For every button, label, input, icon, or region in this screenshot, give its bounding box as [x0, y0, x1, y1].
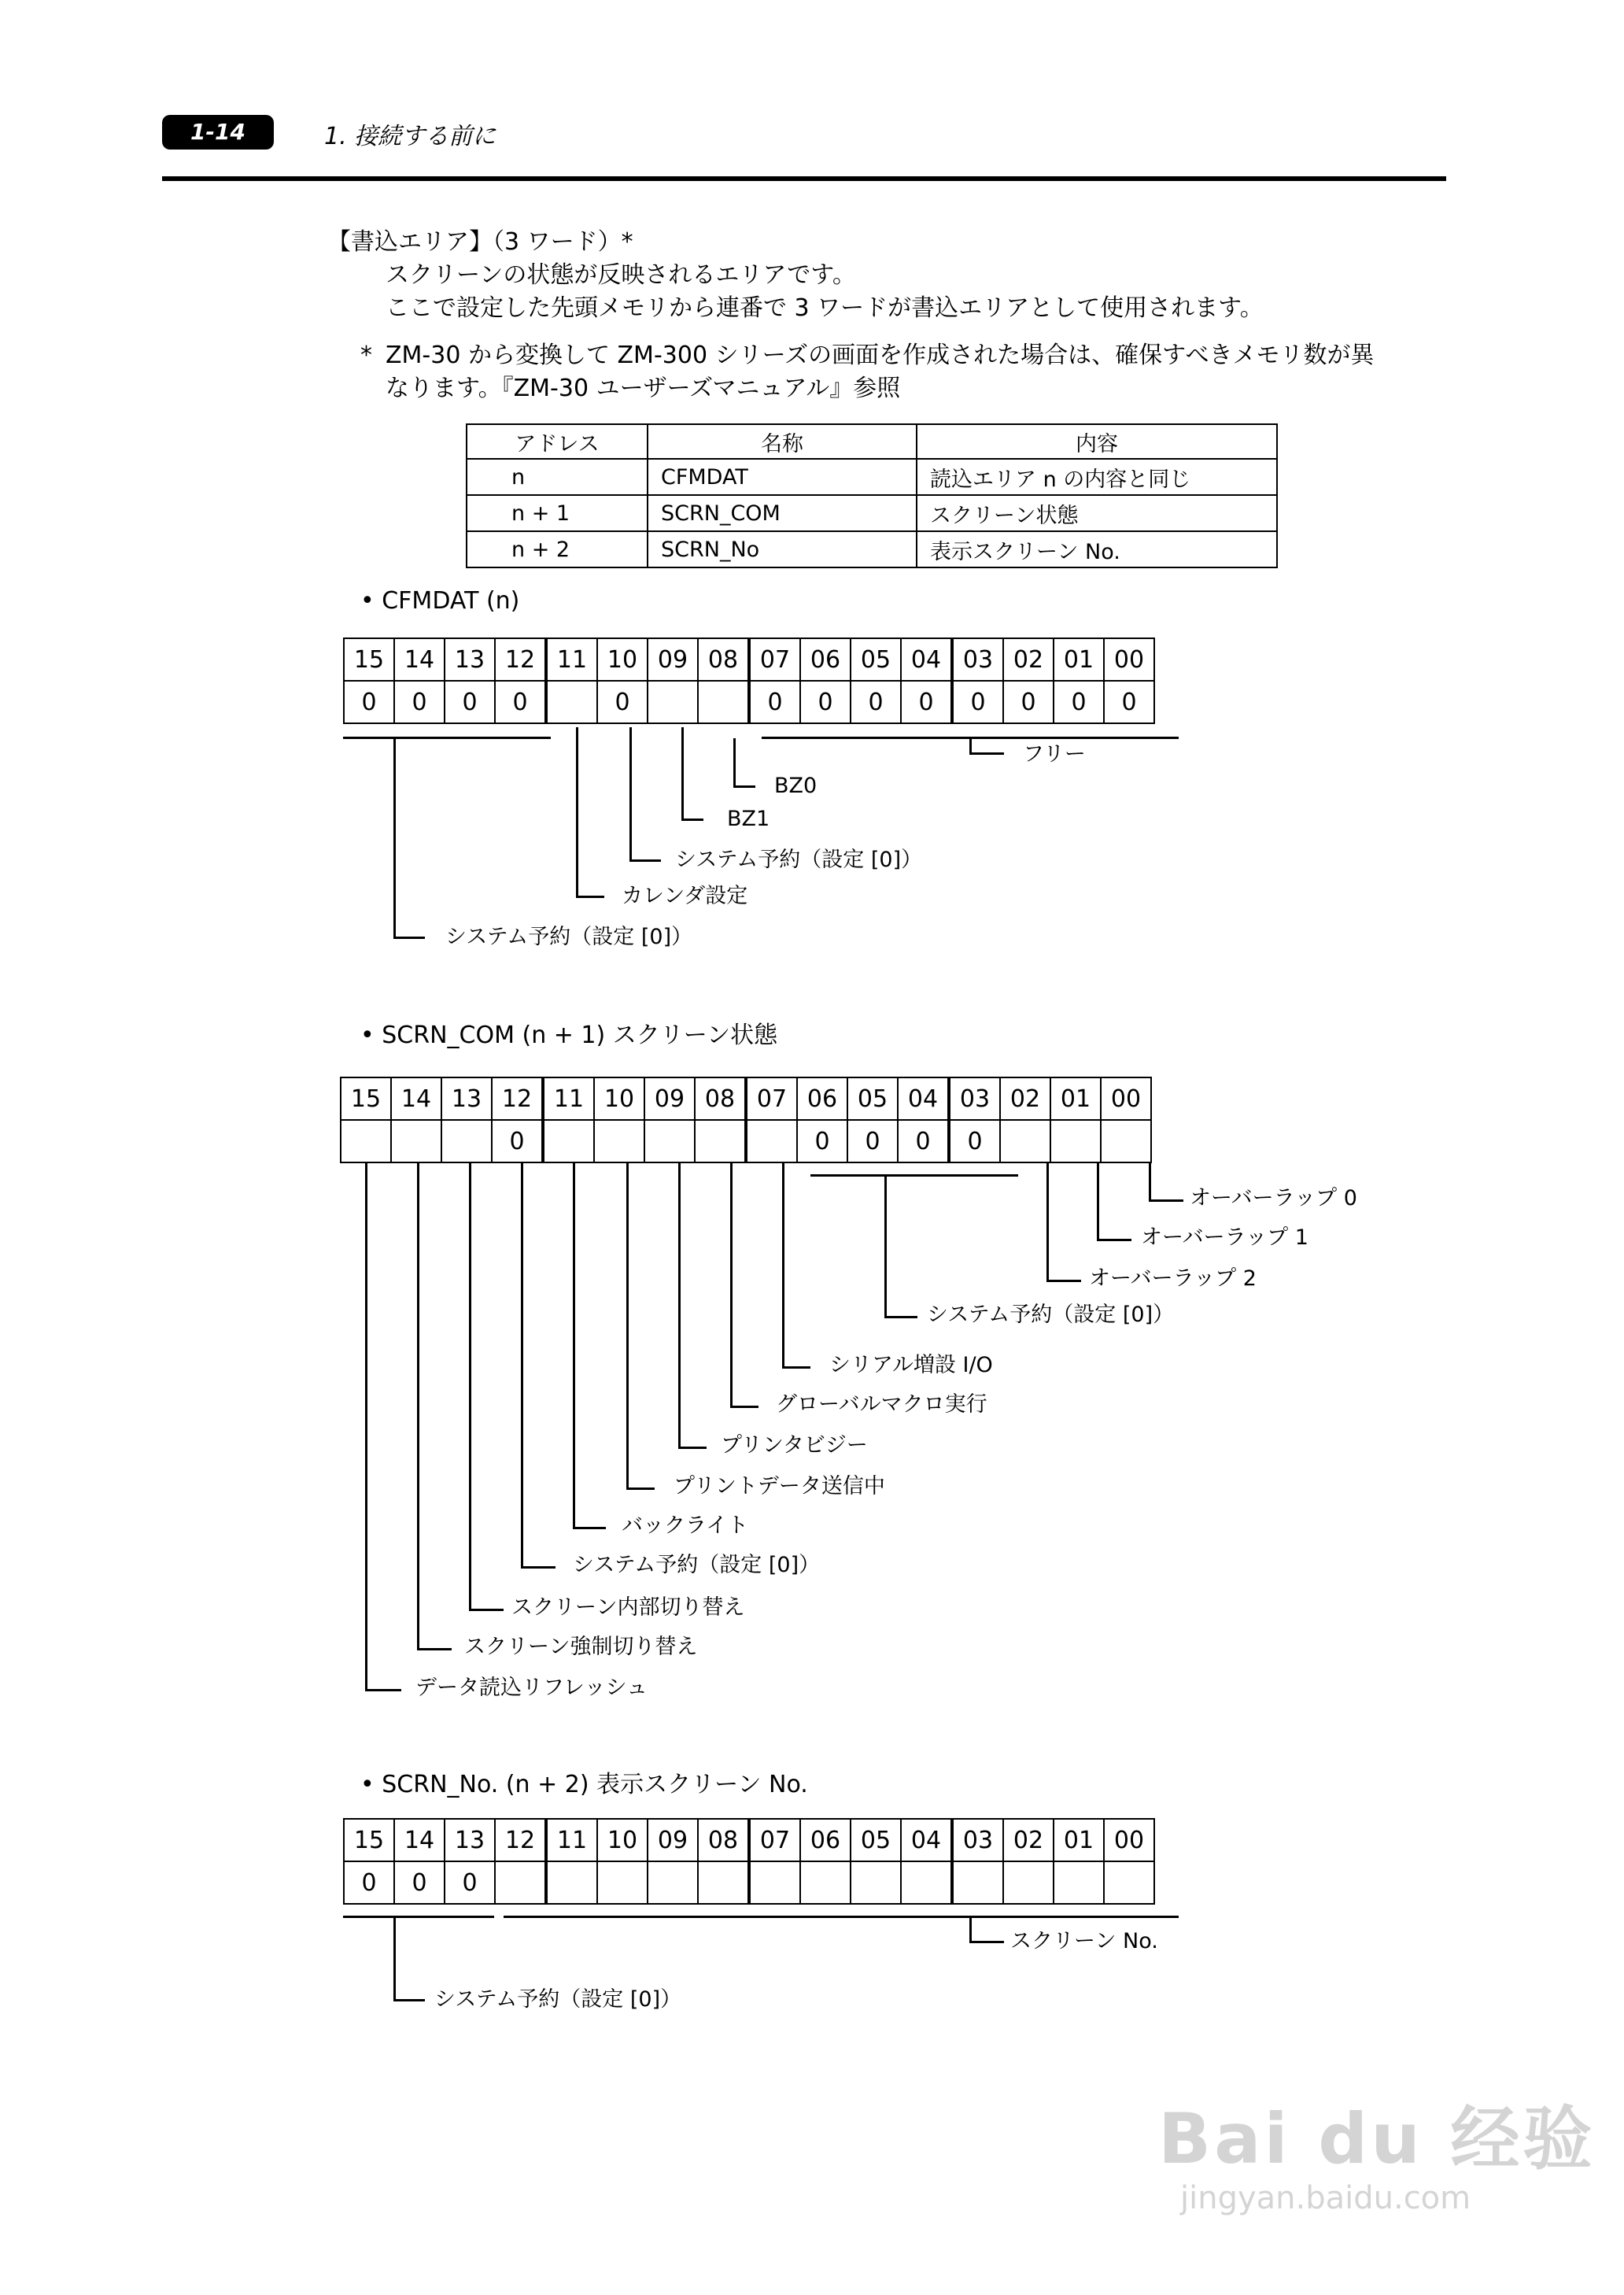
leader-line	[782, 1162, 784, 1368]
leader-line	[365, 1162, 367, 1691]
bit-value-cell	[698, 1861, 749, 1904]
bit-header-cell: 02	[1003, 1819, 1054, 1861]
label-system-reserve-12: システム予約（設定 [0]）	[573, 1553, 821, 1577]
cfmdat-title: • CFMDAT (n)	[360, 587, 520, 615]
bit-header-cell: 03	[952, 1819, 1003, 1861]
leader-line	[626, 1488, 655, 1490]
label-bz1: BZ1	[727, 807, 770, 831]
label-calendar: カレンダ設定	[622, 884, 748, 908]
bit-value-cell	[495, 1861, 546, 1904]
bit-value-cell	[594, 1120, 644, 1162]
scrn-com-title: • SCRN_COM (n + 1) スクリーン状態	[360, 1022, 778, 1049]
scrn-no-title: • SCRN_No. (n + 2) 表示スクリーン No.	[360, 1771, 808, 1798]
bit-header-cell: 12	[495, 638, 546, 681]
leader-line	[469, 1609, 504, 1611]
leader-line	[1149, 1162, 1151, 1201]
bit-header-cell: 04	[898, 1077, 949, 1120]
bit-header-cell: 15	[341, 1077, 391, 1120]
bit-header-cell: 14	[394, 1819, 445, 1861]
bit-header-cell: 09	[648, 1819, 698, 1861]
leader-line	[629, 859, 661, 862]
watermark-brand: Bai du 经验	[1158, 2098, 1596, 2179]
bit-value-cell: 0	[898, 1120, 949, 1162]
label-overlap-1: オーバーラップ 1	[1141, 1225, 1308, 1250]
bit-value-cell: 0	[749, 681, 800, 723]
bit-header-cell: 15	[344, 1819, 394, 1861]
bit-value-cell: 0	[851, 681, 901, 723]
bit-value-cell: 0	[901, 681, 952, 723]
bit-value-cell	[851, 1861, 901, 1904]
bit-value-cell: 0	[394, 681, 445, 723]
cell-content: 表示スクリーン No.	[917, 531, 1277, 567]
cell-content: スクリーン状態	[917, 495, 1277, 531]
bit-header-cell: 10	[597, 1819, 648, 1861]
scrn-com-bit-table	[340, 1077, 1152, 1163]
leader-line	[521, 1566, 555, 1569]
header-address: アドレス	[467, 424, 648, 459]
label-screen-force: スクリーン強制切り替え	[464, 1635, 698, 1659]
intro-line-2: ここで設定した先頭メモリから連番で 3 ワードが書込エリアとして使用されます。	[386, 294, 1264, 322]
bit-value-cell	[1000, 1120, 1050, 1162]
leader-line	[678, 1162, 681, 1448]
bit-value-cell: 0	[1003, 681, 1054, 723]
bit-header-cell: 03	[949, 1077, 1000, 1120]
bit-value-cell	[546, 1861, 597, 1904]
cell-name: SCRN_COM	[648, 495, 917, 531]
bit-header-cell: 09	[644, 1077, 695, 1120]
bit-value-cell: 0	[394, 1861, 445, 1904]
leader-line	[730, 1406, 758, 1408]
label-data-refresh: データ読込リフレッシュ	[415, 1676, 648, 1700]
leader-line	[573, 1162, 575, 1528]
leader-line	[576, 727, 578, 897]
table-row	[467, 531, 1277, 567]
bit-header-cell: 13	[445, 1819, 495, 1861]
leader-line	[626, 1162, 629, 1489]
cell-name: SCRN_No	[648, 531, 917, 567]
bit-header-row	[344, 1819, 1154, 1861]
bit-value-cell	[391, 1120, 441, 1162]
leader-line	[681, 819, 703, 821]
bit-value-cell	[648, 1861, 698, 1904]
bit-value-cell: 0	[445, 1861, 495, 1904]
bit-header-cell: 09	[648, 638, 698, 681]
address-table	[466, 423, 1278, 568]
intro-line-1: スクリーンの状態が反映されるエリアです。	[386, 261, 856, 289]
bit-value-cell	[648, 681, 698, 723]
bit-value-cell	[441, 1120, 492, 1162]
bit-value-cell	[644, 1120, 695, 1162]
watermark-url: jingyan.baidu.com	[1180, 2180, 1471, 2216]
label-serial-io: シリアル増設 I/O	[829, 1353, 993, 1377]
bit-header-cell: 08	[698, 638, 749, 681]
leader-line	[393, 937, 425, 939]
leader-line	[365, 1689, 401, 1691]
bit-header-cell: 13	[445, 638, 495, 681]
bit-header-cell: 04	[901, 638, 952, 681]
scrn-no-bit-table	[343, 1818, 1155, 1905]
bit-value-cell: 0	[1054, 681, 1104, 723]
bit-value-cell	[1054, 1861, 1104, 1904]
bit-value-row	[344, 1861, 1154, 1904]
bit-header-cell: 07	[746, 1077, 797, 1120]
leader-line	[1046, 1162, 1049, 1281]
label-overlap-0: オーバーラップ 0	[1190, 1186, 1357, 1210]
label-overlap-2: オーバーラップ 2	[1089, 1266, 1257, 1291]
bit-header-cell: 13	[441, 1077, 492, 1120]
group-line	[504, 1916, 1179, 1918]
bit-value-cell	[749, 1861, 800, 1904]
label-bz0: BZ0	[774, 774, 818, 798]
bit-value-row	[341, 1120, 1151, 1162]
bit-value-cell	[1101, 1120, 1151, 1162]
group-line	[810, 1174, 1018, 1177]
cell-address: n + 2	[467, 531, 648, 567]
bit-value-cell: 0	[344, 1861, 394, 1904]
label-system-reserve: システム予約（設定 [0]）	[434, 1987, 682, 2012]
label-backlight: バックライト	[622, 1513, 749, 1538]
leader-line	[1149, 1199, 1183, 1202]
cell-address: n	[467, 459, 648, 495]
bit-header-cell: 08	[698, 1819, 749, 1861]
bit-value-cell	[546, 681, 597, 723]
write-area-title: 【書込エリア】（3 ワード）*	[327, 228, 633, 256]
bit-header-cell: 00	[1104, 1819, 1154, 1861]
leader-line	[733, 785, 755, 788]
leader-line	[417, 1648, 452, 1650]
leader-line	[969, 738, 972, 754]
bit-header-cell: 11	[546, 638, 597, 681]
bit-value-cell: 0	[344, 681, 394, 723]
leader-line	[969, 1941, 1004, 1943]
bit-value-cell	[597, 1861, 648, 1904]
bit-value-cell: 0	[800, 681, 851, 723]
leader-line	[730, 1162, 733, 1407]
bit-header-cell: 05	[847, 1077, 898, 1120]
bit-header-cell: 03	[952, 638, 1003, 681]
bit-header-cell: 07	[749, 638, 800, 681]
bit-header-cell: 01	[1050, 1077, 1101, 1120]
label-free: フリー	[1023, 742, 1086, 767]
bit-header-cell: 07	[749, 1819, 800, 1861]
leader-line	[629, 727, 632, 861]
bit-header-cell: 11	[546, 1819, 597, 1861]
header-content: 内容	[917, 424, 1277, 459]
bit-value-cell	[1050, 1120, 1101, 1162]
leader-line	[678, 1447, 707, 1449]
bit-header-cell: 12	[495, 1819, 546, 1861]
leader-line	[573, 1527, 606, 1529]
bit-value-cell: 0	[1104, 681, 1154, 723]
bit-value-cell: 0	[952, 681, 1003, 723]
leader-line	[782, 1366, 810, 1369]
bit-header-cell: 04	[901, 1819, 952, 1861]
bit-value-cell	[901, 1861, 952, 1904]
label-system-reserve-10: システム予約（設定 [0]）	[675, 848, 923, 872]
bit-header-cell: 14	[391, 1077, 441, 1120]
cell-content: 読込エリア n の内容と同じ	[917, 459, 1277, 495]
bit-header-cell: 01	[1054, 1819, 1104, 1861]
bit-value-cell: 0	[847, 1120, 898, 1162]
bit-value-cell	[341, 1120, 391, 1162]
chapter-title: 1. 接続する前に	[324, 123, 496, 150]
leader-line	[884, 1176, 887, 1318]
leader-line	[681, 727, 684, 820]
leader-line	[733, 738, 736, 787]
bit-header-cell: 02	[1000, 1077, 1050, 1120]
bit-value-cell	[1104, 1861, 1154, 1904]
bit-value-cell	[1003, 1861, 1054, 1904]
bit-header-cell: 14	[394, 638, 445, 681]
label-system-reserve-top: システム予約（設定 [0]）	[445, 925, 693, 949]
page-number-badge: 1-14	[162, 115, 274, 150]
label-print-sending: プリントデータ送信中	[674, 1474, 885, 1499]
cell-name: CFMDAT	[648, 459, 917, 495]
bit-value-row	[344, 681, 1154, 723]
table-row	[467, 459, 1277, 495]
bit-value-cell: 0	[492, 1120, 543, 1162]
label-system-reserve-mid: システム予約（設定 [0]）	[927, 1303, 1175, 1327]
bit-value-cell: 0	[445, 681, 495, 723]
table-header-row	[467, 424, 1277, 459]
leader-line	[417, 1162, 419, 1650]
label-screen-no: スクリーン No.	[1010, 1929, 1158, 1953]
bit-header-cell: 08	[695, 1077, 746, 1120]
cfmdat-bit-table	[343, 638, 1155, 724]
leader-line	[521, 1162, 523, 1568]
bit-header-row	[344, 638, 1154, 681]
bit-value-cell: 0	[797, 1120, 847, 1162]
bit-header-cell: 10	[597, 638, 648, 681]
bit-header-cell: 02	[1003, 638, 1054, 681]
note-line-2: なります。『ZM-30 ユーザーズマニュアル』参照	[386, 375, 901, 402]
bit-header-cell: 00	[1104, 638, 1154, 681]
label-screen-internal: スクリーン内部切り替え	[511, 1595, 745, 1620]
label-printer-busy: プリンタビジー	[721, 1433, 868, 1458]
bit-value-cell	[746, 1120, 797, 1162]
note-mark: *	[360, 342, 372, 369]
bit-header-cell: 01	[1054, 638, 1104, 681]
leader-line	[1046, 1280, 1081, 1282]
group-line	[343, 1916, 494, 1918]
bit-header-row	[341, 1077, 1151, 1120]
bit-header-cell: 06	[800, 1819, 851, 1861]
table-row	[467, 495, 1277, 531]
leader-line	[969, 752, 1004, 755]
bit-header-cell: 05	[851, 1819, 901, 1861]
leader-line	[1097, 1162, 1099, 1240]
leader-line	[393, 738, 396, 938]
bit-header-cell: 10	[594, 1077, 644, 1120]
bit-value-cell	[698, 681, 749, 723]
leader-line	[1097, 1239, 1131, 1241]
bit-value-cell	[800, 1861, 851, 1904]
bit-header-cell: 00	[1101, 1077, 1151, 1120]
bit-header-cell: 12	[492, 1077, 543, 1120]
leader-line	[576, 896, 604, 898]
bit-value-cell: 0	[495, 681, 546, 723]
bit-header-cell: 15	[344, 638, 394, 681]
bit-header-cell: 11	[543, 1077, 594, 1120]
leader-line	[969, 1917, 972, 1942]
group-line	[343, 737, 551, 739]
bit-value-cell: 0	[597, 681, 648, 723]
bit-header-cell: 05	[851, 638, 901, 681]
label-global-macro: グローバルマクロ実行	[776, 1392, 987, 1417]
header-rule	[162, 176, 1446, 181]
bit-header-cell: 06	[800, 638, 851, 681]
note-line-1: ZM-30 から変換して ZM-300 シリーズの画面を作成された場合は、確保すべきメモリ数が異	[386, 342, 1375, 369]
leader-line	[469, 1162, 471, 1610]
bit-value-cell	[695, 1120, 746, 1162]
bit-value-cell	[543, 1120, 594, 1162]
bit-value-cell	[952, 1861, 1003, 1904]
cell-address: n + 1	[467, 495, 648, 531]
bit-value-cell: 0	[949, 1120, 1000, 1162]
header-name: 名称	[648, 424, 917, 459]
leader-line	[393, 1999, 425, 2001]
bit-header-cell: 06	[797, 1077, 847, 1120]
leader-line	[884, 1316, 917, 1318]
leader-line	[393, 1917, 396, 2001]
